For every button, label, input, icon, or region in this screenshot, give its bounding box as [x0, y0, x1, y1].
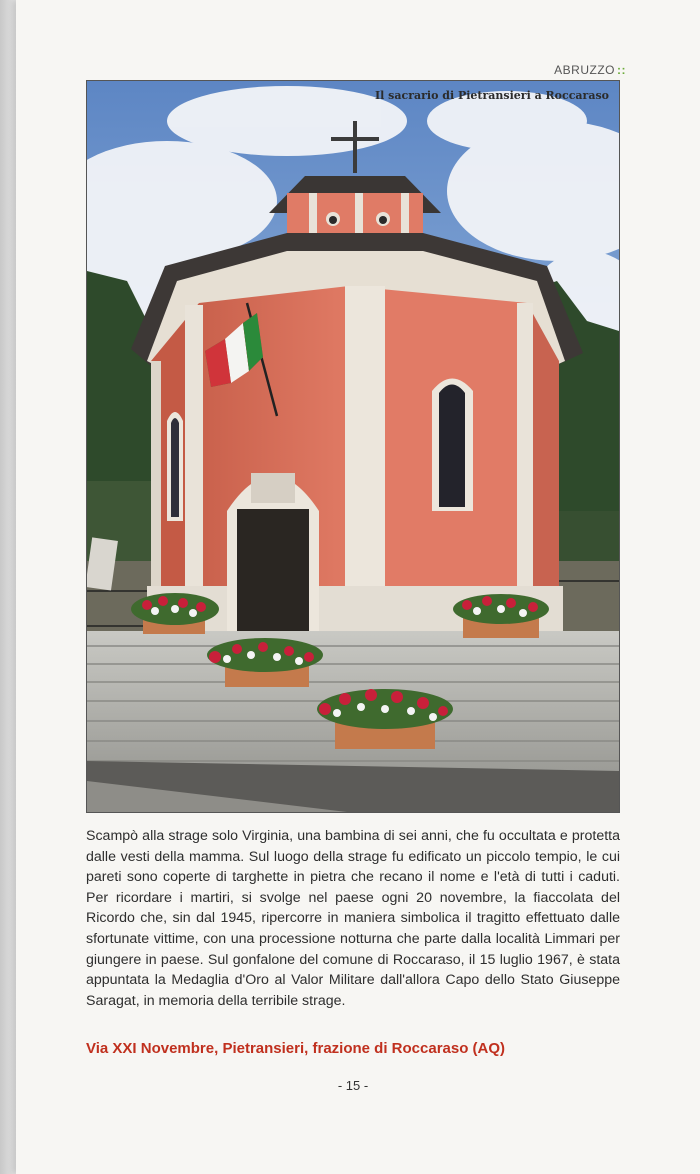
address-heading: Via XXI Novembre, Pietransieri, frazione di Roccaraso (AQ)	[86, 1040, 506, 1057]
chapel-illustration	[87, 81, 619, 812]
book-spine-shadow	[0, 0, 16, 1174]
section-title: ABRUZZO	[554, 63, 615, 77]
section-mark: ::	[617, 63, 626, 77]
body-paragraph: Scampò alla strage solo Virginia, una bambina di sei anni, che fu occultata e protetta dalle vesti della mamma. Sul luogo della strage fu edificato un piccolo tempio, le cui pareti sono coperte di targhette in pietra che recano il nome e l'età di tutti i caduti. Per ricordare i martiri, si svolge nel paese ogni 20 novembre, la fiaccolata del Ricordo che, sin dal 1945, ripercorre in maniera simbolica il tragitto effettuato dalle sfortunate vittime, con una processione notturna che parte dalla località Limmari per giungere in paese. Sul gonfalone del comune di Roccaraso, il 15 luglio 1967, è stata appuntata la Medaglia d'Oro al Valor Militare dall'allora Capo dello Stato Giuseppe Saragat, in memoria della terribile strage.	[86, 828, 620, 1009]
sacrario-photo	[86, 80, 620, 813]
section-header	[470, 63, 626, 77]
page-number: - 15 -	[337, 1078, 369, 1093]
photo-caption: Il sacrario di Pietransieri a Roccaraso	[375, 89, 609, 102]
